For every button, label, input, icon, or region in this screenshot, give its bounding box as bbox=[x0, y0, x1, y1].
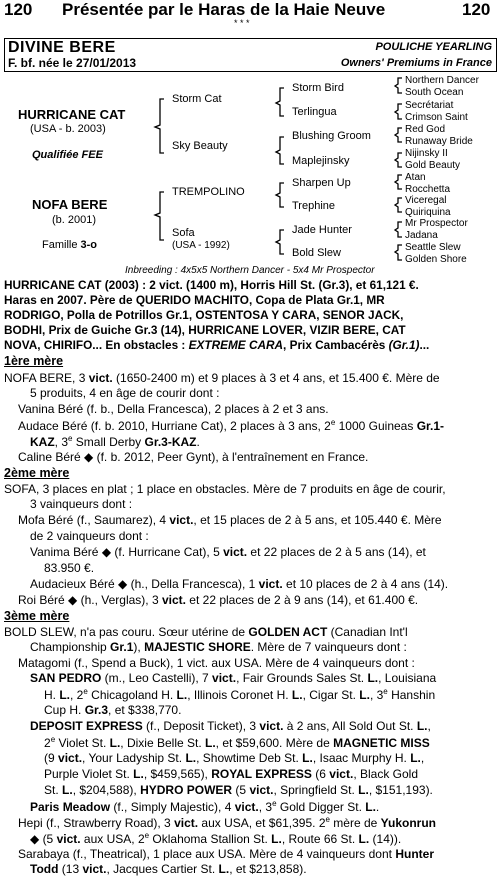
m3-line-6: Cup H. Gr.3, et $338,770. bbox=[44, 703, 182, 717]
section-third-dam: 3ème mère bbox=[4, 609, 70, 623]
horse-birth: F. bf. née le 27/01/2013 bbox=[8, 56, 137, 70]
gen4-14: Jadana bbox=[405, 230, 438, 241]
m2-line-3: Mofa Béré (f., Saumarez), 4 vict., et 15 places de 2 à 5 ans, et 105.440 €. Mère bbox=[18, 513, 442, 527]
m2-line-2: 3 vainqueurs dont : bbox=[30, 497, 133, 511]
m3-line-15: Sarabaya (f., Theatrical), 1 place aux USA. Mère de 4 vainqueurs dont Hunter bbox=[18, 847, 434, 861]
dam-name: NOFA BERE bbox=[32, 197, 108, 212]
page-title: Présentée par le Haras de la Haie Neuve bbox=[62, 0, 386, 19]
m3-line-5: H. L., 2e Chicagoland H. L., Illinois Coronet H. L., Cigar St. L., 3e Hanshin bbox=[44, 687, 436, 702]
section-first-dam: 1ère mère bbox=[4, 354, 64, 368]
m3-line-1: BOLD SLEW, n'a pas couru. Sœur utérine de GOLDEN ACT (Canadian Int'l bbox=[4, 625, 408, 639]
m1-line-1: NOFA BERE, 3 vict. (1650-2400 m) et 9 places à 3 et 4 ans, et 15.400 €. Mère de bbox=[4, 371, 440, 385]
dam-info: (b. 2001) bbox=[52, 214, 97, 226]
gen4-8: Gold Beauty bbox=[405, 160, 461, 171]
sire-text-line-2: Haras en 2007. Père de QUERIDO MACHITO, Copa de Plata Gr.1, MR bbox=[4, 293, 385, 307]
gen4-9: Atan bbox=[405, 172, 426, 183]
m2-line-7: Audacieux Béré ◆ (h., Della Francesca), 1 vict. et 10 places de 2 à 4 ans (14). bbox=[30, 577, 449, 591]
m3-line-11: St. L., $204,588), HYDRO POWER (5 vict., Springfield St. L., $151,193). bbox=[44, 783, 433, 797]
m1-line-3: Vanina Béré (f. b., Della Francesca), 2 places à 2 et 3 ans. bbox=[18, 402, 329, 416]
sire-text-line-5: NOVA, CHIRIFO... En obstacles : EXTREME CARA, Prix Cambacérès (Gr.1)... bbox=[4, 338, 430, 352]
gen2-1: Storm Cat bbox=[172, 93, 222, 105]
sire-text-line-1: HURRICANE CAT (2003) : 2 vict. (1400 m), Horris Hill St. (Gr.3), et 61,121 €. bbox=[4, 278, 419, 292]
m3-line-16: Todd (13 vict., Jacques Cartier St. L., et $213,858). bbox=[30, 862, 307, 876]
page-number-left: 120 bbox=[4, 0, 33, 19]
gen3-1: Storm Bird bbox=[292, 82, 344, 94]
m2-line-6: 83.950 €. bbox=[44, 561, 95, 575]
gen3-3: Blushing Groom bbox=[292, 130, 371, 142]
gen4-10: Rocchetta bbox=[405, 184, 451, 195]
gen4-2: South Ocean bbox=[405, 87, 464, 98]
gen4-15: Seattle Slew bbox=[405, 242, 461, 253]
section-second-dam: 2ème mère bbox=[4, 466, 70, 480]
gen3-2: Terlingua bbox=[292, 106, 337, 118]
m3-line-14: ◆ (5 vict. aux USA, 2e Oklahoma Stallion St. L., Route 66 St. L. (14)). bbox=[30, 831, 402, 846]
gen3-4: Maplejinsky bbox=[292, 155, 350, 167]
gen2-3: TREMPOLINO bbox=[172, 186, 245, 198]
header-stars: * * * bbox=[234, 18, 250, 28]
owners-premiums: Owners' Premiums in France bbox=[340, 57, 492, 69]
m2-line-8: Roi Béré ◆ (h., Verglas), 3 vict. et 22 places de 2 à 9 ans (14), et 61.400 €. bbox=[18, 593, 419, 607]
m3-line-12: Paris Meadow (f., Simply Majestic), 4 vict., 3e Gold Digger St. L.. bbox=[30, 799, 380, 814]
gen3-7: Jade Hunter bbox=[292, 224, 352, 236]
m2-line-1: SOFA, 3 places en plat ; 1 place en obstacles. Mère de 7 produits en âge de courir, bbox=[4, 482, 446, 496]
gen4-12: Quiriquina bbox=[405, 207, 451, 218]
family: Famille 3-o bbox=[42, 239, 98, 251]
gen2-4-info: (USA - 1992) bbox=[172, 240, 230, 251]
gen2-4: Sofa bbox=[172, 227, 195, 239]
m1-line-5: KAZ, 3e Small Derby Gr.3-KAZ. bbox=[30, 434, 200, 449]
m1-line-2: 5 produits, 4 en âge de courir dont : bbox=[30, 386, 220, 400]
gen4-16: Golden Shore bbox=[405, 254, 467, 265]
m3-line-8: 2e Violet St. L., Dixie Belle St. L., et $59,600. Mère de MAGNETIC MISS bbox=[44, 735, 430, 750]
inbreeding: Inbreeding : 4x5x5 Northern Dancer - 5x4 Mr Prospector bbox=[125, 265, 375, 276]
sire-name: HURRICANE CAT bbox=[18, 107, 126, 122]
gen3-5: Sharpen Up bbox=[292, 177, 351, 189]
gen4-7: Nijinsky II bbox=[405, 148, 448, 159]
gen4-1: Northern Dancer bbox=[405, 75, 479, 86]
m3-line-3: Matagomi (f., Spend a Buck), 1 vict. aux USA. Mère de 4 vainqueurs dont : bbox=[18, 656, 415, 670]
m3-line-7: DEPOSIT EXPRESS (f., Deposit Ticket), 3 vict. à 2 ans, All Sold Out St. L., bbox=[30, 719, 431, 733]
m2-line-4: de 2 vainqueurs dont : bbox=[30, 529, 149, 543]
sire-note: Qualifiée FEE bbox=[32, 149, 103, 161]
gen2-2: Sky Beauty bbox=[172, 140, 228, 152]
sire-text-line-4: BODHI, Prix de Guiche Gr.3 (14), HURRICANE LOVER, VIZIR BERE, CAT bbox=[4, 323, 406, 337]
horse-name: DIVINE BERE bbox=[8, 39, 116, 56]
m2-line-5: Vanima Béré ◆ (f. Hurricane Cat), 5 vict. et 22 places de 2 à 5 ans (14), et bbox=[30, 545, 426, 559]
m3-line-10: Purple Violet St. L., $459,565), ROYAL EXPRESS (6 vict., Black Gold bbox=[44, 767, 419, 781]
m1-line-6: Caline Béré ◆ (f. b. 2012, Peer Gynt), à l'entraînement en France. bbox=[18, 450, 369, 464]
m1-line-4: Audace Béré (f. b. 2010, Hurriane Cat), 2 places à 3 ans, 2e 1000 Guineas Gr.1- bbox=[18, 418, 445, 433]
gen3-6: Trephine bbox=[292, 200, 336, 212]
gen4-11: Viceregal bbox=[405, 195, 447, 206]
gen4-6: Runaway Bride bbox=[405, 136, 473, 147]
gen3-8: Bold Slew bbox=[292, 247, 341, 259]
gen4-4: Crimson Saint bbox=[405, 112, 468, 123]
gen4-3: Secrétariat bbox=[405, 100, 454, 111]
m3-line-4: SAN PEDRO (m., Leo Castelli), 7 vict., Fair Grounds Sales St. L., Louisiana bbox=[30, 671, 437, 685]
sire-info: (USA - b. 2003) bbox=[30, 123, 106, 135]
m3-line-9: (9 vict., Your Ladyship St. L., Showtime Deb St. L., Isaac Murphy H. L., bbox=[44, 751, 425, 765]
sire-text-line-3: RODRIGO, Polla de Potrillos Gr.1, OSTENTOSA Y CARA, SENOR JACK, bbox=[4, 308, 404, 322]
m3-line-13: Hepi (f., Strawberry Road), 3 vict. aux USA, et $61,395. 2e mère de Yukonrun bbox=[18, 815, 436, 830]
horse-category: POULICHE YEARLING bbox=[375, 41, 492, 53]
gen4-5: Red God bbox=[405, 124, 446, 135]
page-number-right: 120 bbox=[462, 0, 491, 19]
gen4-13: Mr Prospector bbox=[405, 218, 468, 229]
m3-line-2: Championship Gr.1), MAJESTIC SHORE. Mère de 7 vainqueurs dont : bbox=[30, 640, 407, 654]
